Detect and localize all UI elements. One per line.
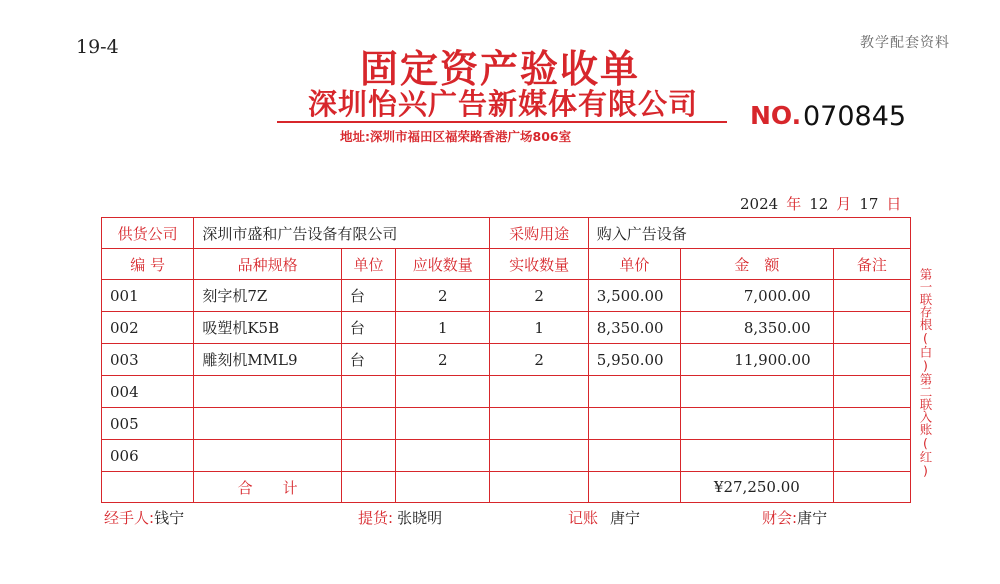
handler-value: 钱宁 <box>154 509 185 527</box>
header-amount: 金 额 <box>681 249 834 280</box>
date-day-unit: 日 <box>886 195 902 213</box>
copy-note: 第一联存根(白)第二联入账(红) <box>918 268 933 478</box>
header-price: 单价 <box>588 249 680 280</box>
row-note <box>833 440 910 472</box>
bookkeeper-value: 唐宁 <box>610 509 641 527</box>
row-note <box>833 376 910 408</box>
date-month: 12 <box>809 195 829 213</box>
table-row <box>102 408 911 440</box>
row-item: 雕刻机MML9 <box>194 344 342 376</box>
corner-label: 教学配套资料 <box>860 35 950 51</box>
header-qty-received: 实收数量 <box>490 249 588 280</box>
row-note <box>833 312 910 344</box>
table-row <box>102 440 911 472</box>
row-qty-due: 1 <box>396 312 490 344</box>
row-no: 005 <box>102 408 194 440</box>
accountant-signature <box>762 507 827 528</box>
supplier-label: 供货公司 <box>102 218 194 249</box>
total-empty-cell <box>833 472 910 503</box>
row-item <box>194 376 342 408</box>
header-qty-due: 应收数量 <box>396 249 490 280</box>
row-qty-due: 2 <box>396 344 490 376</box>
row-amount <box>681 440 834 472</box>
row-price <box>588 440 680 472</box>
date-month-unit: 月 <box>836 195 852 213</box>
receipt-table <box>101 217 911 503</box>
table-row <box>102 344 911 376</box>
supplier-value: 深圳市盛和广告设备有限公司 <box>194 218 490 249</box>
date-row <box>740 193 901 214</box>
row-qty-received: 2 <box>490 344 588 376</box>
header-unit: 单位 <box>341 249 395 280</box>
total-row <box>102 472 911 503</box>
total-empty-cell <box>396 472 490 503</box>
row-no: 006 <box>102 440 194 472</box>
row-no: 003 <box>102 344 194 376</box>
total-empty-cell <box>341 472 395 503</box>
header-note: 备注 <box>833 249 910 280</box>
row-unit: 台 <box>341 312 395 344</box>
bookkeeper-label: 记账 <box>568 509 599 527</box>
handler-signature <box>104 507 184 528</box>
header-item: 品种规格 <box>194 249 342 280</box>
header-no: 编 号 <box>102 249 194 280</box>
row-item <box>194 440 342 472</box>
header-row <box>102 249 911 280</box>
row-price <box>588 376 680 408</box>
row-item: 吸塑机K5B <box>194 312 342 344</box>
row-amount <box>681 408 834 440</box>
title-divider <box>277 121 727 123</box>
doc-number: 070845 <box>803 101 907 132</box>
row-qty-received: 1 <box>490 312 588 344</box>
row-amount: 7,000.00 <box>681 280 834 312</box>
delivery-label: 提货: <box>358 509 394 527</box>
handler-label: 经手人: <box>104 509 155 527</box>
table-row <box>102 376 911 408</box>
table-row <box>102 280 911 312</box>
date-day: 17 <box>859 195 879 213</box>
row-qty-received: 2 <box>490 280 588 312</box>
company-address: 地址:深圳市福田区福荣路香港广场806室 <box>340 129 572 144</box>
row-unit: 台 <box>341 344 395 376</box>
accountant-value: 唐宁 <box>797 509 828 527</box>
row-no: 004 <box>102 376 194 408</box>
row-qty-due: 2 <box>396 280 490 312</box>
purpose-value: 购入广告设备 <box>588 218 910 249</box>
delivery-signature <box>358 507 442 528</box>
accountant-label: 财会: <box>762 509 798 527</box>
row-unit <box>341 440 395 472</box>
row-unit: 台 <box>341 280 395 312</box>
row-note <box>833 280 910 312</box>
row-price <box>588 408 680 440</box>
row-amount: 8,350.00 <box>681 312 834 344</box>
table-row <box>102 312 911 344</box>
form-title: 固定资产验收单 <box>359 47 640 91</box>
total-label: 合 计 <box>194 472 342 503</box>
row-qty-due <box>396 440 490 472</box>
delivery-value: 张晓明 <box>397 509 443 527</box>
supplier-row <box>102 218 911 249</box>
row-price: 3,500.00 <box>588 280 680 312</box>
row-item <box>194 408 342 440</box>
date-year-unit: 年 <box>786 195 802 213</box>
row-qty-received <box>490 440 588 472</box>
row-item: 刻字机7Z <box>194 280 342 312</box>
row-note <box>833 408 910 440</box>
purpose-label: 采购用途 <box>490 218 588 249</box>
row-qty-received <box>490 408 588 440</box>
row-amount <box>681 376 834 408</box>
total-amount: ¥27,250.00 <box>681 472 834 503</box>
total-empty-cell <box>102 472 194 503</box>
doc-number-prefix: NO. <box>750 101 802 130</box>
row-unit <box>341 408 395 440</box>
row-qty-due <box>396 408 490 440</box>
row-price: 8,350.00 <box>588 312 680 344</box>
bookkeeper-signature <box>568 507 640 528</box>
row-unit <box>341 376 395 408</box>
row-amount: 11,900.00 <box>681 344 834 376</box>
row-note <box>833 344 910 376</box>
page-number: 19-4 <box>76 36 119 58</box>
total-empty-cell <box>588 472 680 503</box>
row-no: 001 <box>102 280 194 312</box>
row-no: 002 <box>102 312 194 344</box>
row-qty-received <box>490 376 588 408</box>
date-year: 2024 <box>740 195 779 213</box>
row-price: 5,950.00 <box>588 344 680 376</box>
company-name: 深圳怡兴广告新媒体有限公司 <box>307 87 698 121</box>
total-empty-cell <box>490 472 588 503</box>
row-qty-due <box>396 376 490 408</box>
